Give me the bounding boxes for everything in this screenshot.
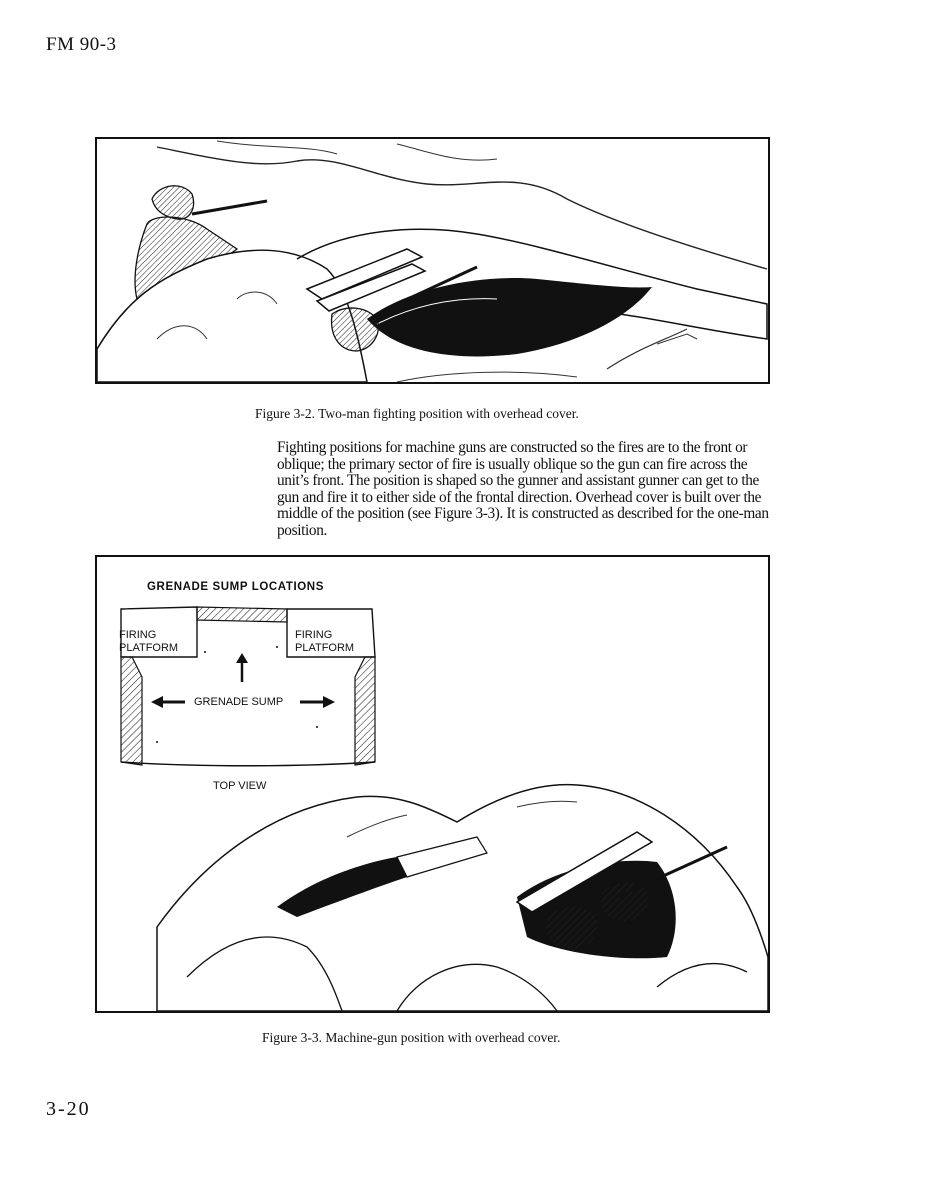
- document-id: FM 90-3: [46, 34, 117, 55]
- figure-3-3-caption: Figure 3-3. Machine-gun position with overhead cover.: [262, 1030, 561, 1045]
- grenade-sump-label: GRENADE SUMP: [194, 696, 284, 708]
- body-paragraph: Fighting positions for machine guns are constructed so the fires are to the front or oblique; the primary sector of fire is usually oblique so the gun can fire across the unit’s front. The position is shaped so the gunner and assistant gunner can get to the gun and fire it to either side of the frontal direction. Overhead cover is built over the middle of the position (see Figure 3-3). It is constructed as described for the one-man position.: [277, 439, 769, 539]
- left-firing-platform-label: FIRING PLATFORM: [119, 629, 179, 654]
- fighting-position-illustration: [97, 139, 768, 382]
- top-view-label: TOP VIEW: [213, 780, 267, 792]
- diagram-title: GRENADE SUMP LOCATIONS: [147, 581, 324, 593]
- figure-3-2-caption: Figure 3-2. Two-man fighting position with overhead cover.: [255, 406, 579, 421]
- machine-gun-position-illustration: [97, 557, 768, 1011]
- figure-two-man-position: [95, 137, 770, 384]
- figure-machine-gun-position: [95, 555, 770, 1013]
- right-firing-platform-label: FIRING PLATFORM: [295, 629, 355, 654]
- page-number: 3-20: [46, 1098, 91, 1120]
